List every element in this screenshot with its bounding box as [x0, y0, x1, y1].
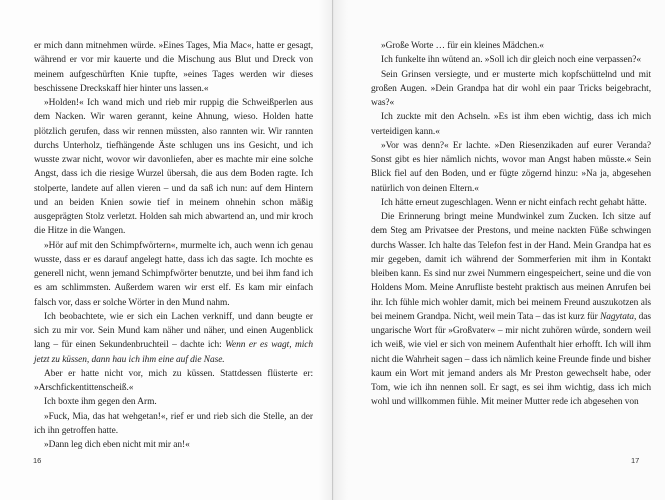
paragraph: »Holden!« Ich wand mich und rieb mir ruppig die Schweißperlen aus dem Nacken. Wir waren gerannt, keine Ahnung, wieso. Holden hatte plötzlich gerufen, dass wir rennen müssten, also rannten wir. Wir rannten durchs Unterholz, tiefhängende Äste schlugen uns ins Gesicht, und ich wusste zwar nicht, wovor wir davonliefen, aber es machte mir eine solche Angst, dass ich die riesige Wurzel übersah, die aus dem Boden ragte. Ich stolperte, landete auf allen vieren – und da saß ich nun: auf dem Hintern und an beiden Knien sowie tief in meinem ohnehin schon mäßig ausgeprägten Stolz verletzt. Holden sah mich abwartend an, und mir kroch die Hitze in die Wangen.: [34, 98, 313, 237]
italic-word: Nagytata: [600, 311, 635, 322]
paragraph: »Große Worte … für ein kleines Mädchen.«: [381, 41, 544, 51]
paragraph: Ich funkelte ihn wütend an. »Soll ich dir gleich noch eine verpassen?«: [381, 55, 641, 66]
left-page: [0, 0, 332, 500]
paragraph: »Dann leg dich eben nicht mit mir an!«: [44, 440, 190, 450]
paragraph: Aber er hatte nicht vor, mich zu küssen. Stattdessen flüsterte er: »Arschfickentittenscheiß.«: [34, 368, 313, 393]
left-page-text: [34, 39, 313, 452]
paragraph: [34, 310, 313, 367]
paragraph: [371, 210, 651, 410]
paragraph: Sein Grinsen versiegte, und er musterte mich kopfschüttelnd und mit großen Augen. »Dein Grandpa hat dir wohl ein paar Tricks beigebracht, was?«: [371, 69, 651, 108]
paragraph: »Fuck, Mia, das hat wehgetan!«, rief er und rieb sich die Stelle, an der ich ihn getroffen hatte.: [34, 411, 313, 436]
paragraph-text: Ich beobachtete, wie er sich ein Lachen verkniff, und dann beugte er sich zu mir vor. Sein Mund kam näher und näher, und einen Augenblick lang – für einen Sekundenbruchteil – dachte ich:: [34, 311, 313, 351]
right-page-text: [371, 39, 651, 410]
paragraph: Ich hätte erneut zugeschlagen. Wenn er nicht einfach recht gehabt hätte.: [381, 197, 647, 208]
paragraph-text: Die Erinnerung bringt meine Mundwinkel zum Zucken. Ich sitze auf dem Steg am Privatsee der Prestons, und meine nackten Füße schwingen durchs Wasser. Ich halte das Telefon fest in der Hand. Mein Grandpa hat es mir gegeben, damit ich während der Sommerferien mit ihm in Kontakt bleiben kann. Es sind nur zwei Nummern eingespeichert, seine und die von Holdens Mom. Meine Anrufliste besteht praktisch aus meinen Anrufen bei ihr. Ich fühle mich wohler damit, mich bei meinem Freund auszukotzen als bei meinem Grandpa. Nicht, weil mein Tata – das ist kurz für: [371, 212, 651, 322]
italic-thought: Wenn er es wagt, mich jetzt zu küssen, dann hau ich ihm eine auf die Nase.: [34, 340, 313, 365]
page-number-right: 17: [631, 456, 640, 465]
paragraph: Ich zuckte mit den Achseln. »Es ist ihm eben wichtig, dass ich mich verteidigen kann.«: [371, 112, 651, 137]
paragraph-text: , das ungarische Wort für »Großvater« – mir nicht zuhören würde, sondern weil ich weiß, wie viel er sich von meinem Aufenthalt hier erhofft. Ich will ihm nicht die Wahrheit sagen – dass ich nämlich keine Freunde finde und bisher kaum ein Wort mit jemand anders als Mr Preston gewechselt habe, oder Tom, wie ich ihn nennen soll. Er sagt, es sei ihm wichtig, dass ich mich wohl und willkommen fühle. Mit meiner Mutter rede ich abgesehen von: [371, 311, 651, 408]
paragraph: Ich boxte ihm gegen den Arm.: [44, 397, 157, 408]
page-number-left: 16: [33, 456, 42, 465]
paragraph: er mich dann mitnehmen würde. »Eines Tages, Mia Mac«, hatte er gesagt, während er vor mir kauerte und die Mischung aus Blut und Dreck von meinem aufgeschürften Knie tupfte, »eines Tages werden wir dieses beschissene Dreckskaff hier hinter uns lassen.«: [34, 41, 313, 94]
paragraph: »Hör auf mit den Schimpfwörtern«, murmelte ich, auch wenn ich genau wusste, dass er es darauf angelegt hatte, dass ich das sagte. Ich mochte es generell nicht, wenn jemand Schimpfwörter benutzte, und bei ihm fand ich es am schlimmsten. Außerdem waren wir erst elf. Es kam mir einfach falsch vor, dass er solche Wörter in den Mund nahm.: [34, 240, 313, 308]
right-page: [333, 0, 665, 500]
paragraph: »Vor was denn?« Er lachte. »Den Riesenzikaden auf eurer Veranda? Sonst gibt es hier nämlich nichts, wovor man Angst haben müsste.« Sein Blick fiel auf den Boden, und er fügte zögernd hinzu: »Na ja, abgesehen natürlich von deinen Eltern.«: [371, 140, 651, 194]
